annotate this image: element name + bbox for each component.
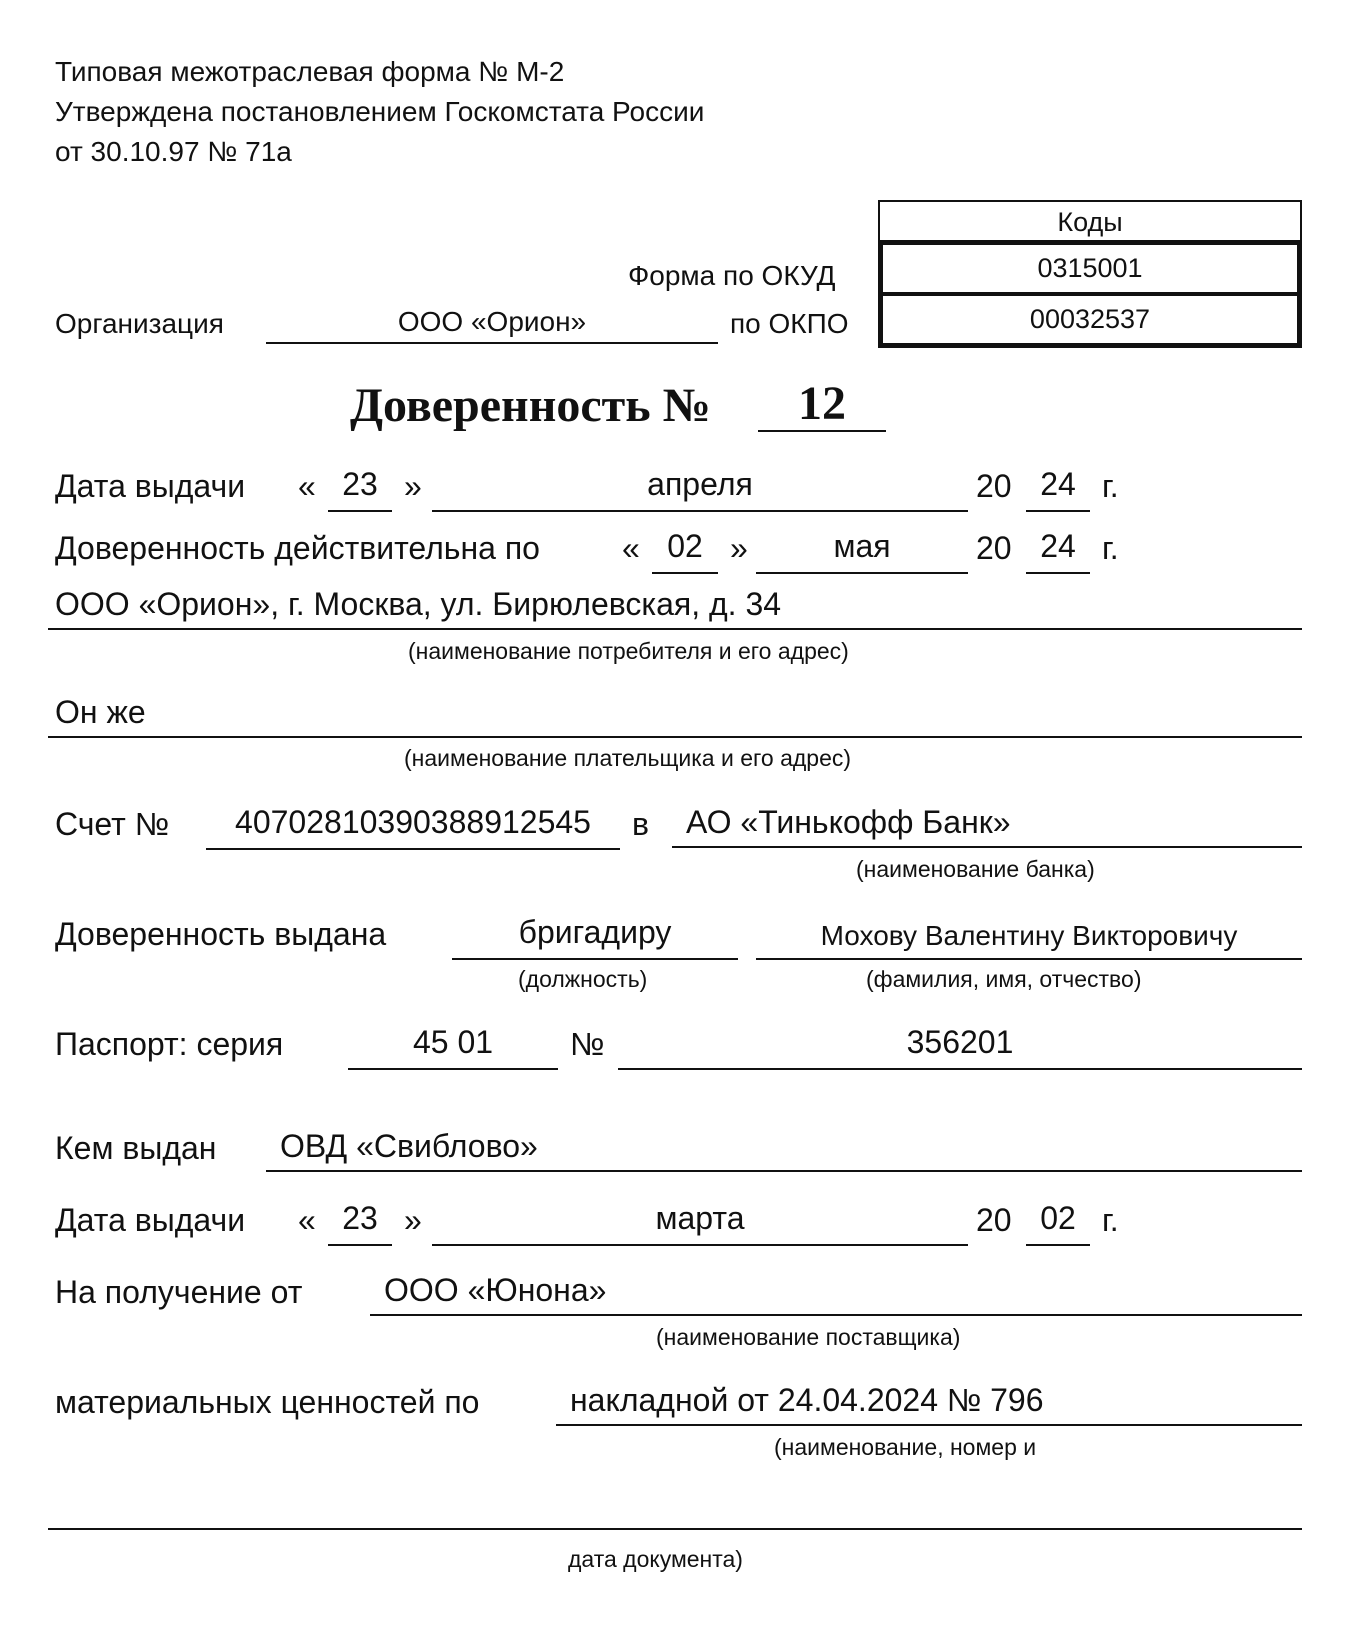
passport-series-label: Паспорт: серия (55, 1026, 284, 1062)
supplier-caption: (наименование поставщика) (656, 1324, 961, 1350)
issued-by-field[interactable]: ОВД «Свиблово» (266, 1130, 1302, 1172)
form-approval-date-line: от 30.10.97 № 71а (55, 136, 292, 167)
issue-date-open-quote: « (298, 468, 316, 504)
full-name-caption: (фамилия, имя, отчество) (866, 966, 1142, 992)
valid-until-open-quote: « (622, 530, 640, 566)
bank-caption: (наименование банка) (856, 856, 1095, 882)
valid-until-century: 20 (976, 530, 1012, 566)
issue-date-day-field[interactable]: 23 (328, 468, 392, 512)
codes-box (878, 240, 1302, 348)
okpo-label: по ОКПО (730, 308, 849, 339)
issued-by-label: Кем выдан (55, 1130, 217, 1166)
passport-date-suffix: г. (1102, 1202, 1119, 1238)
valid-until-year-field[interactable]: 24 (1026, 530, 1090, 574)
codes-title: Коды (878, 200, 1302, 240)
valid-until-month-field[interactable]: мая (756, 530, 968, 574)
document-reference-caption: (наименование, номер и (774, 1434, 1037, 1460)
issue-date-suffix: г. (1102, 468, 1119, 504)
position-field[interactable]: бригадиру (452, 916, 738, 960)
organization-label: Организация (55, 308, 224, 339)
valid-until-suffix: г. (1102, 530, 1119, 566)
position-caption: (должность) (518, 966, 648, 992)
passport-series-field[interactable]: 45 01 (348, 1026, 558, 1070)
okud-code[interactable]: 0315001 (883, 245, 1297, 296)
form-approval-line: Утверждена постановлением Госкомстата России (55, 96, 705, 127)
payer-caption: (наименование плательщика и его адрес) (404, 745, 852, 771)
okud-label: Форма по ОКУД (628, 260, 836, 291)
account-in-label: в (632, 806, 649, 842)
receive-from-label: На получение от (55, 1274, 303, 1310)
passport-date-day-field[interactable]: 23 (328, 1202, 392, 1246)
materials-label: материальных ценностей по (55, 1384, 480, 1420)
account-number-field[interactable]: 40702810390388912545 (206, 806, 620, 850)
full-name-field[interactable]: Мохову Валентину Викторовичу (756, 922, 1302, 960)
consumer-field[interactable]: ООО «Орион», г. Москва, ул. Бирюлевская, д. 34 (48, 588, 1302, 630)
document-number-field[interactable]: 12 (758, 380, 886, 432)
valid-until-day-field[interactable]: 02 (652, 530, 718, 574)
bank-field[interactable]: АО «Тинькофф Банк» (672, 806, 1302, 848)
passport-number-field[interactable]: 356201 (618, 1026, 1302, 1070)
issue-date-label: Дата выдачи (55, 468, 246, 504)
passport-number-label: № (570, 1026, 605, 1062)
issue-date-close-quote: » (404, 468, 422, 504)
form-type-line: Типовая межотраслевая форма № М-2 (55, 56, 565, 87)
issued-to-label: Доверенность выдана (55, 916, 387, 952)
document-reference-field[interactable]: накладной от 24.04.2024 № 796 (556, 1384, 1302, 1426)
account-label: Счет № (55, 806, 170, 842)
issue-date-month-field[interactable]: апреля (432, 468, 968, 512)
passport-date-label: Дата выдачи (55, 1202, 246, 1238)
codes-table (878, 200, 1302, 348)
organization-field[interactable]: ООО «Орион» (266, 308, 718, 344)
okpo-code[interactable]: 00032537 (1029, 304, 1151, 334)
document-title: Доверенность № (350, 379, 711, 432)
passport-date-century: 20 (976, 1202, 1012, 1238)
passport-date-open-quote: « (298, 1202, 316, 1238)
valid-until-close-quote: » (730, 530, 748, 566)
document-reference-caption-continued: дата документа) (568, 1546, 743, 1572)
payer-field[interactable]: Он же (48, 696, 1302, 738)
passport-date-year-field[interactable]: 02 (1026, 1202, 1090, 1246)
valid-until-label: Доверенность действительна по (55, 530, 540, 566)
document-reference-continuation-line[interactable] (48, 1528, 1302, 1530)
passport-date-close-quote: » (404, 1202, 422, 1238)
passport-date-month-field[interactable]: марта (432, 1202, 968, 1246)
issue-date-year-field[interactable]: 24 (1026, 468, 1090, 512)
consumer-caption: (наименование потребителя и его адрес) (408, 638, 849, 664)
issue-date-century: 20 (976, 468, 1012, 504)
supplier-field[interactable]: ООО «Юнона» (370, 1274, 1302, 1316)
